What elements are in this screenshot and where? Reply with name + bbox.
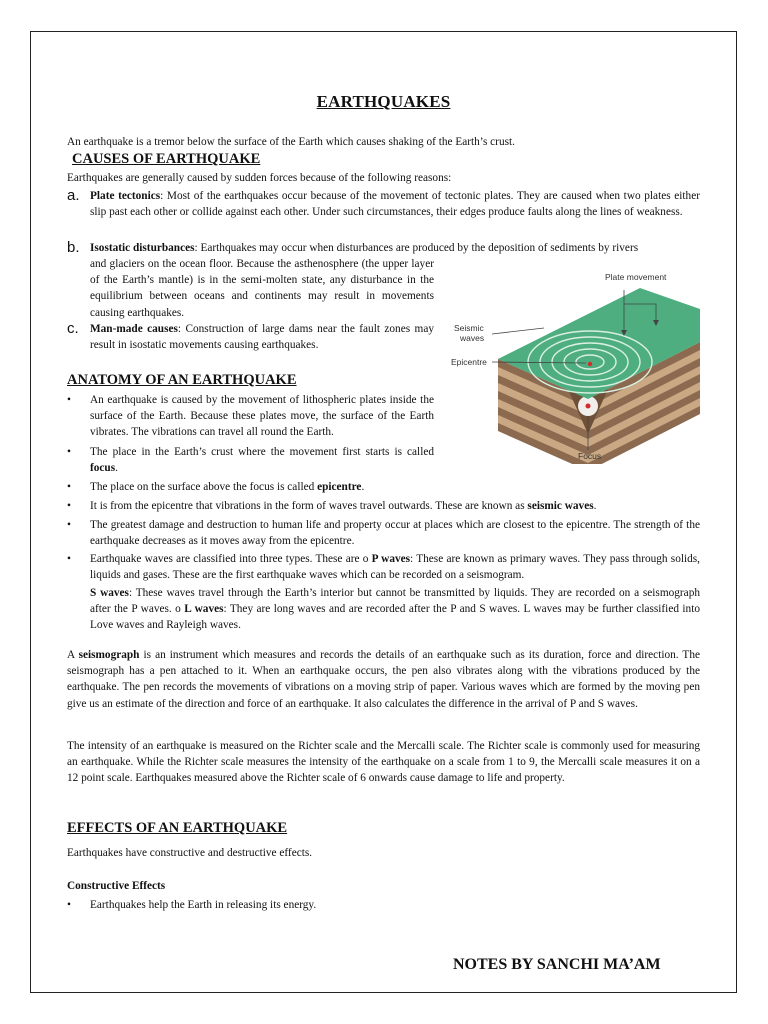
constructive-effects-heading: Constructive Effects xyxy=(67,880,166,892)
anatomy-bullet-3 xyxy=(67,479,700,496)
effects-lead: Earthquakes have constructive and destructive effects. xyxy=(67,847,313,859)
intro-paragraph: An earthquake is a tremor below the surface of the Earth which causes shaking of the Earth’s crust. xyxy=(67,136,515,148)
anatomy-bullet-5 xyxy=(67,517,700,551)
s-l-waves-text xyxy=(90,585,700,634)
text-run: : These waves travel through the Earth’s interior but cannot be transmitted by liquids. They are recorded on a seismograph after the P waves. o xyxy=(90,587,700,616)
causes-heading: CAUSES OF EARTHQUAKE xyxy=(72,151,261,167)
anatomy-heading: ANATOMY OF AN EARTHQUAKE xyxy=(67,372,297,388)
focus-point xyxy=(586,404,591,409)
term-seismic-waves: seismic waves xyxy=(527,500,594,512)
bullet-text: Earthquakes help the Earth in releasing its energy. xyxy=(90,899,317,911)
cause-description-continued: and glaciers on the ocean floor. Because the asthenosphere (the upper layer of the Earth’s mantle) is in the semi-molten state, any disturbance in the equilibrium between oceans and continents may result in movements causing earthquakes. xyxy=(90,258,434,319)
bullet-text xyxy=(90,551,700,583)
term-epicentre: epicentre xyxy=(317,481,362,493)
text-run: . xyxy=(593,500,597,512)
anatomy-bullet-2 xyxy=(67,444,437,478)
anatomy-bullet-1 xyxy=(67,392,437,442)
list-marker: a. xyxy=(67,187,80,204)
cause-term: Plate tectonics xyxy=(90,190,161,202)
cause-item-plate-tectonics xyxy=(67,188,700,238)
effects-heading: EFFECTS OF AN EARTHQUAKE xyxy=(67,820,288,836)
bullet-dot: • xyxy=(67,899,71,911)
anatomy-bullet-4 xyxy=(67,498,700,515)
term-l-waves: L waves xyxy=(184,603,224,616)
bullet-text xyxy=(90,444,434,476)
cause-term: Man-made causes xyxy=(90,323,178,335)
bullet-text: An earthquake is caused by the movement of lithospheric plates inside the surface of the Earth. Because these plates move, the surface of the Earth vibrates. The vibrations can travel all round the Earth. xyxy=(90,394,434,439)
label-epicentre: Epicentre xyxy=(451,357,487,367)
label-focus: Focus xyxy=(578,451,602,461)
constructive-bullet-1 xyxy=(67,897,700,914)
bullet-dot: • xyxy=(67,446,71,458)
bullet-dot: • xyxy=(67,553,71,565)
term-focus: focus xyxy=(90,462,116,475)
list-marker: b. xyxy=(67,239,80,256)
text-run: . xyxy=(361,481,365,493)
earthquake-diagram xyxy=(448,264,703,464)
bullet-dot: • xyxy=(67,519,71,531)
page-title: EARTHQUAKES xyxy=(316,92,451,111)
text-run: is an instrument which measures and records the details of an earthquake such as its duration, force and direction. The seismograph has a pen attached to it. When an earthquake occurs, the pen also vibrates along with the vibrations produced by the earthquake. The pen records the movements of vibrations on a moving strip of paper. Various waves which are formed by the moving pen give us an estimate of the direction and force of an earthquake. It also calculates the difference in the arrival of P and S waves. xyxy=(67,649,700,710)
label-plate-movement: Plate movement xyxy=(605,272,667,282)
text-run: A xyxy=(67,649,79,661)
bullet-text xyxy=(90,479,700,495)
term-seismograph: seismograph xyxy=(78,649,140,661)
footer-credit: NOTES BY SANCHI MA’AM xyxy=(453,956,661,973)
cause-text xyxy=(90,321,434,353)
text-run: : These are known as primary waves. They pass through solids, liquids and gases. These are the first earthquake waves which can be recorded on a seismogram. xyxy=(90,553,701,582)
bullet-dot: • xyxy=(67,481,71,493)
bullet-text xyxy=(90,498,700,514)
text-run: The place in the Earth’s crust where the movement first starts is called xyxy=(90,446,434,458)
bullet-text: The greatest damage and destruction to human life and property occur at places which are closest to the epicentre. The strength of the earthquake decreases as it moves away from the epicentre. xyxy=(90,519,700,548)
bullet-dot: • xyxy=(67,500,71,512)
text-run: It is from the epicentre that vibrations in the form of waves travel outwards. These are known as xyxy=(90,500,528,512)
cause-description: : Construction of large dams near the fault zones may result in isostatic movements causing earthquakes. xyxy=(90,323,434,352)
intensity-paragraph: The intensity of an earthquake is measured on the Richter scale and the Mercalli scale. The Richter scale is commonly used for measuring an earthquake. While the Richter scale measures the intensity of the earthquake on a scale from 1 to 9, the Mercalli scale measures it on a 12 point scale. Earthquakes measured above the Richter scale of 6 onwards cause damage to life and property. xyxy=(67,740,700,785)
cause-description: : Most of the earthquakes occur because of the movement of tectonic plates. They are caused when two plates either slip past each other or collide against each other. Under such circumstances, their edges produce faults along the lines of weakness. xyxy=(90,190,700,219)
cause-text xyxy=(90,240,700,256)
bullet-dot: • xyxy=(67,394,71,406)
cause-text xyxy=(90,188,700,220)
causes-lead: Earthquakes are generally caused by sudden forces because of the following reasons: xyxy=(67,172,452,184)
cause-description: : Earthquakes may occur when disturbances are produced by the deposition of sediments by rivers xyxy=(194,242,639,254)
list-marker: c. xyxy=(67,320,79,337)
seismograph-paragraph xyxy=(67,647,700,712)
text-run: . xyxy=(115,462,118,475)
term-s-waves: S waves xyxy=(90,587,129,599)
cause-term: Isostatic disturbances xyxy=(90,242,195,254)
anatomy-bullet-6 xyxy=(67,551,700,631)
cause-item-man-made xyxy=(67,321,447,355)
text-run: Earthquake waves are classified into three types. These are o xyxy=(90,553,372,565)
label-waves: waves xyxy=(460,333,485,343)
label-seismic: Seismic xyxy=(454,323,484,333)
text-run: The place on the surface above the focus is called xyxy=(90,481,318,493)
text-run: : They are long waves and are recorded after the P and S waves. L waves may be further classified into Love waves and Rayleigh waves. xyxy=(90,603,700,632)
term-p-waves: P waves xyxy=(371,553,411,565)
epicentre-point xyxy=(588,362,592,366)
